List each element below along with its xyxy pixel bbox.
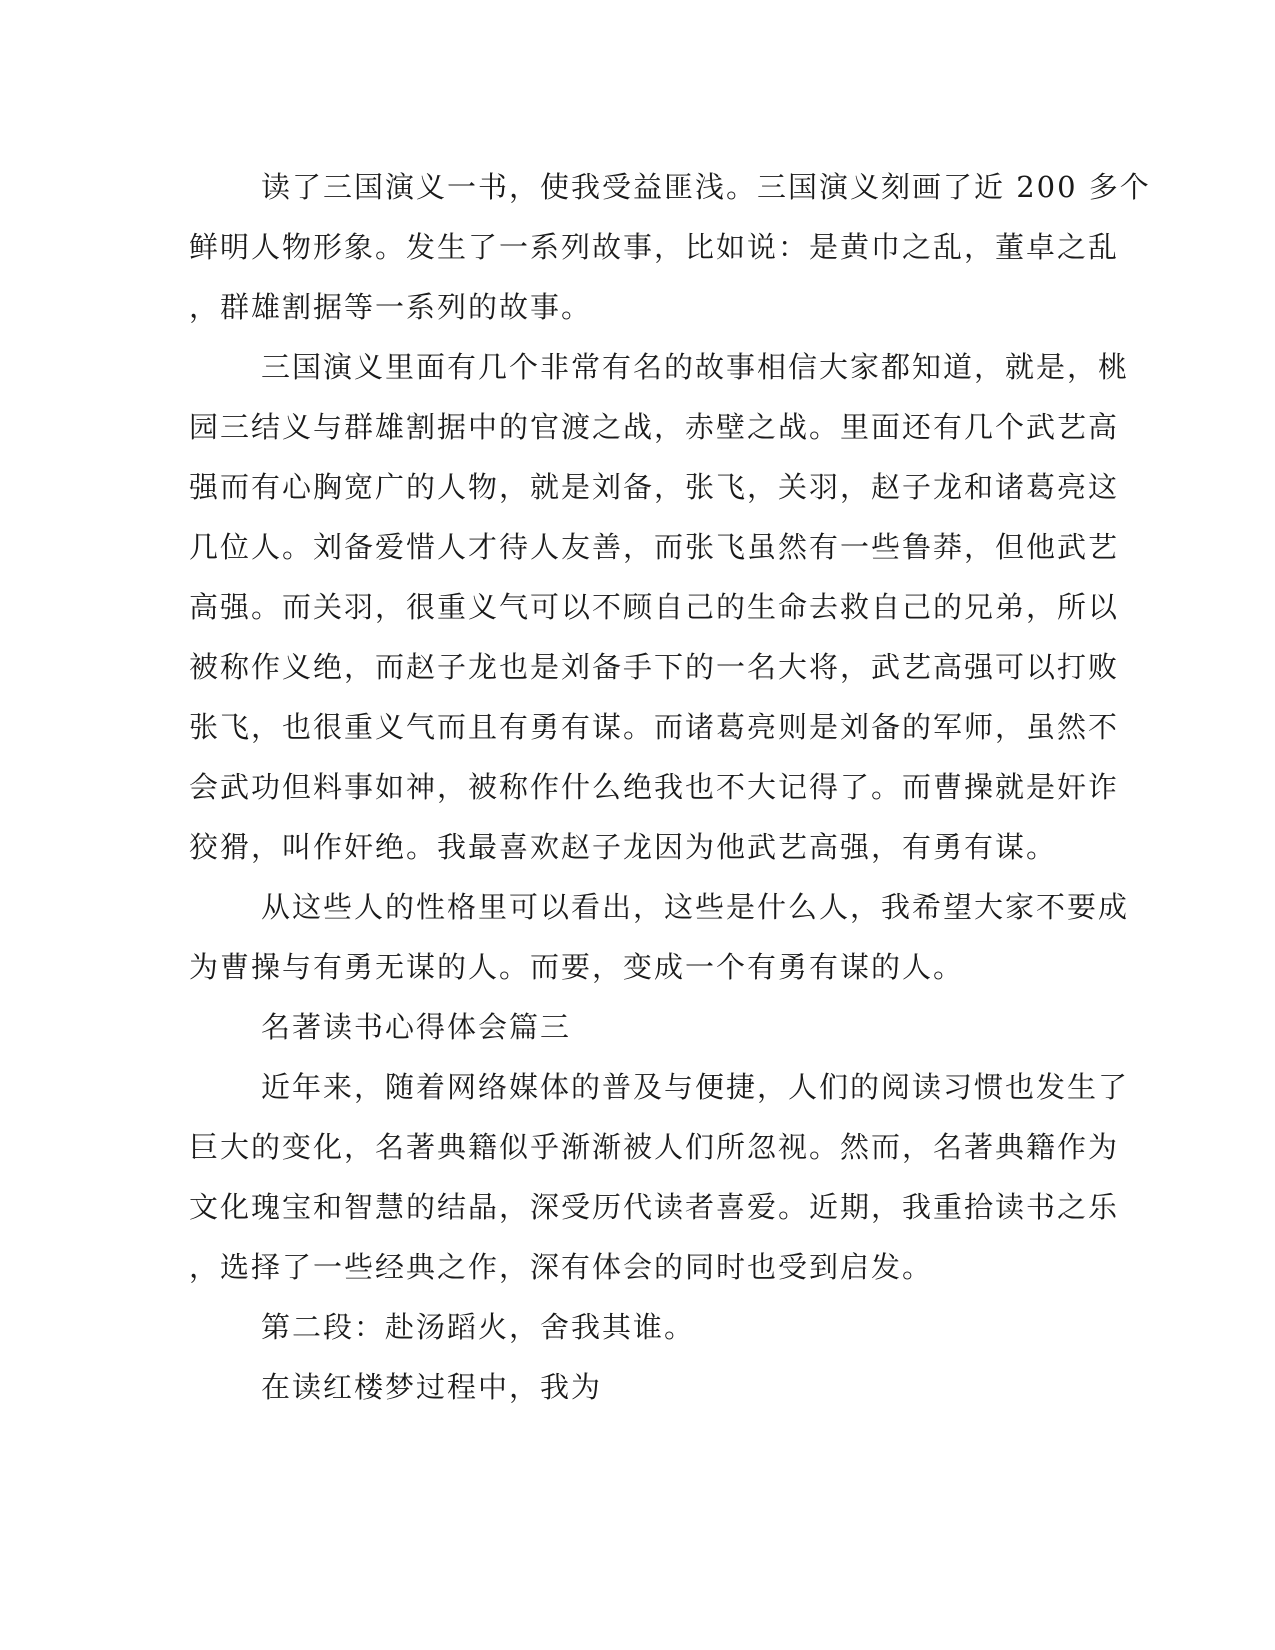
text-line: ，群雄割据等一系列的故事。	[189, 290, 593, 324]
text-line: 巨大的变化，名著典籍似乎渐渐被人们所忽视。然而，名著典籍作为	[189, 1130, 1120, 1164]
text-line: 在读红楼梦过程中，我为	[261, 1370, 603, 1404]
text-line: 为曹操与有勇无谋的人。而要，变成一个有勇有谋的人。	[189, 950, 965, 984]
text-line: 从这些人的性格里可以看出，这些是什么人，我希望大家不要成	[261, 890, 1130, 924]
text-line: 张飞，也很重义气而且有勇有谋。而诸葛亮则是刘备的军师，虽然不	[189, 710, 1120, 744]
text-line: 园三结义与群雄割据中的官渡之战，赤壁之战。里面还有几个武艺高	[189, 410, 1120, 444]
text-line: 鲜明人物形象。发生了一系列故事，比如说：是黄巾之乱，董卓之乱	[189, 230, 1120, 264]
text-line: ，选择了一些经典之作，深有体会的同时也受到启发。	[189, 1250, 934, 1284]
text-line: 狡猾，叫作奸绝。我最喜欢赵子龙因为他武艺高强，有勇有谋。	[189, 830, 1058, 864]
text-line: 被称作义绝，而赵子龙也是刘备手下的一名大将，武艺高强可以打败	[189, 650, 1120, 684]
document-body	[189, 157, 1151, 1417]
text-line: 文化瑰宝和智慧的结晶，深受历代读者喜爱。近期，我重拾读书之乐	[189, 1190, 1120, 1224]
text-line: 近年来，随着网络媒体的普及与便捷，人们的阅读习惯也发生了	[261, 1070, 1130, 1104]
text-line: 三国演义里面有几个非常有名的故事相信大家都知道，就是，桃	[261, 350, 1130, 384]
text-line: 会武功但料事如神，被称作什么绝我也不大记得了。而曹操就是奸诈	[189, 770, 1120, 804]
text-line: 高强。而关羽，很重义气可以不顾自己的生命去救自己的兄弟，所以	[189, 590, 1120, 624]
text-line: 强而有心胸宽广的人物，就是刘备，张飞，关羽，赵子龙和诸葛亮这	[189, 470, 1120, 504]
text-line: 几位人。刘备爱惜人才待人友善，而张飞虽然有一些鲁莽，但他武艺	[189, 530, 1120, 564]
paragraph-heading: 第二段：赴汤蹈火，舍我其谁。	[261, 1310, 696, 1344]
text-line: 读了三国演义一书，使我受益匪浅。三国演义刻画了近 200 多个	[261, 170, 1151, 204]
section-heading: 名著读书心得体会篇三	[261, 1010, 572, 1044]
